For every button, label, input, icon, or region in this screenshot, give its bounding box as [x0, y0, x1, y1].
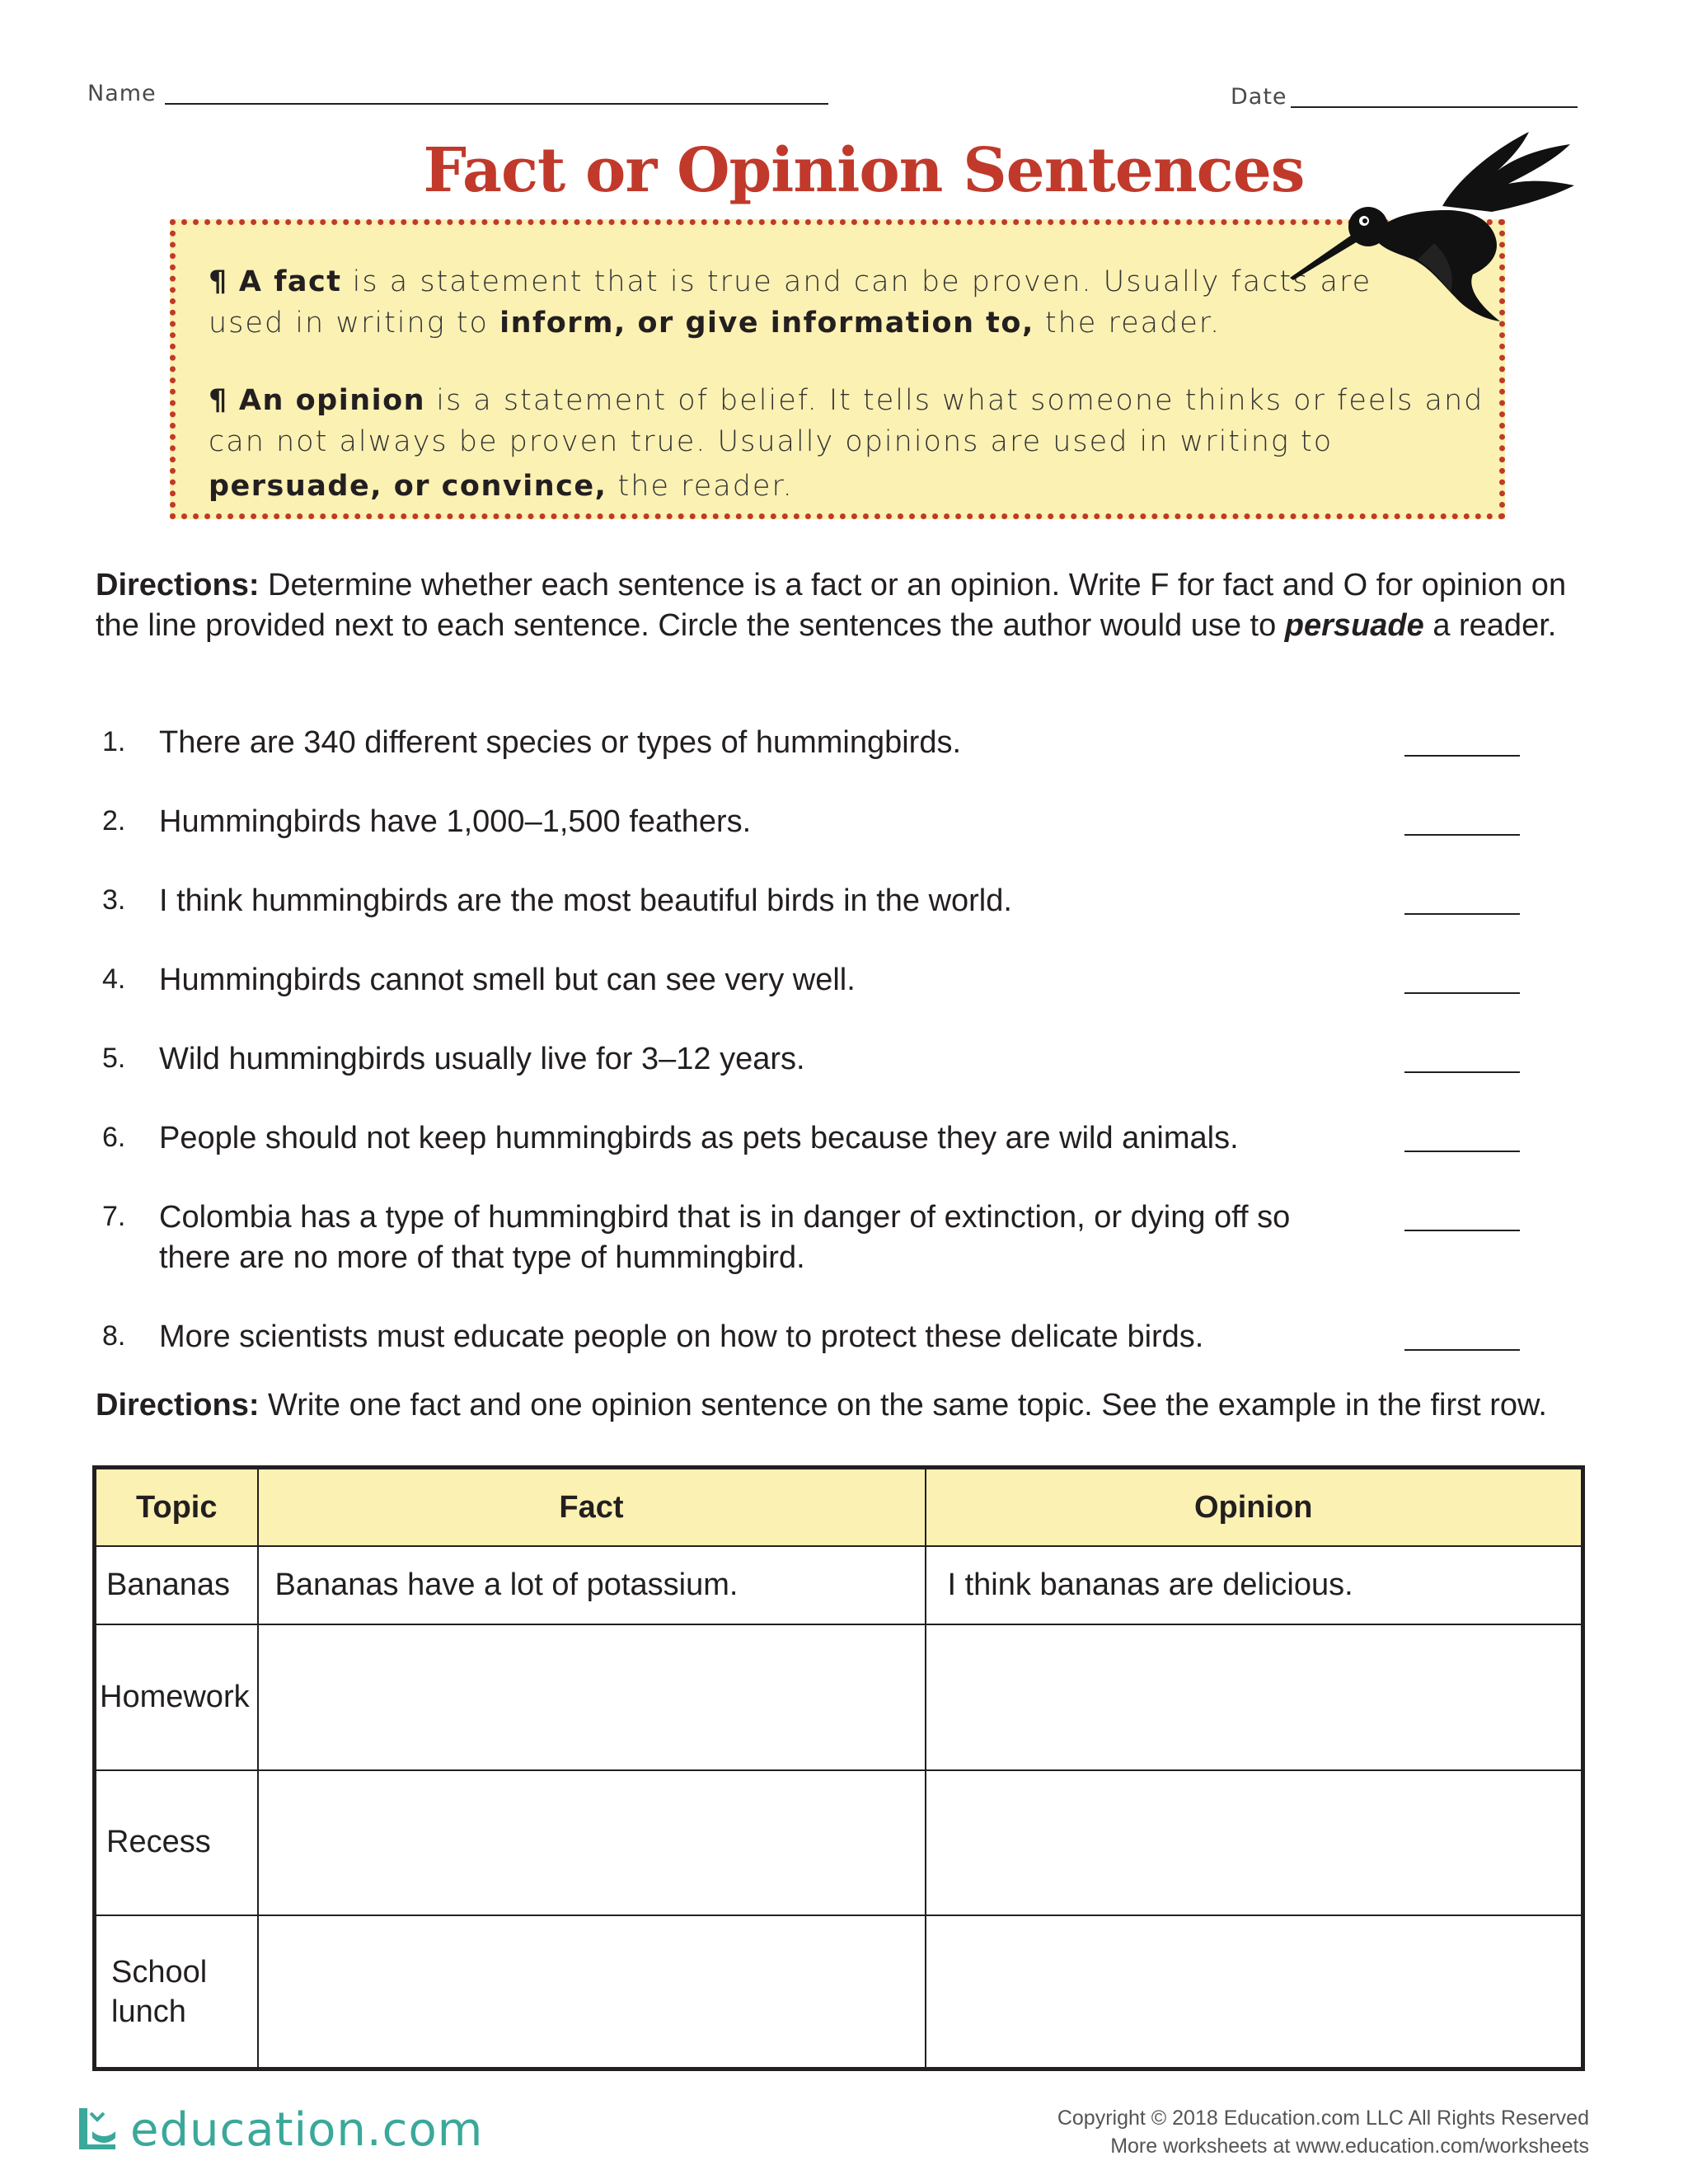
table-row — [95, 1546, 1583, 1624]
question-text: Hummingbirds cannot smell but can see very well. — [159, 963, 856, 997]
answer-blank[interactable] — [1404, 1071, 1520, 1073]
opinion-cell[interactable] — [926, 1915, 1583, 2069]
directions-2-label: Directions: — [96, 1388, 260, 1422]
date-label: Date — [1231, 84, 1287, 110]
directions-1-text-1: Determine whether each sentence is a fact or an opinion. Write F for fact and O for opinion on the line provided next to each sentence. Circle the sentences the author would use to — [96, 568, 1567, 643]
column-header-topic: Topic — [95, 1468, 258, 1547]
table-row — [95, 1770, 1583, 1915]
question-number: 5. — [102, 1043, 126, 1074]
fact-term: A fact — [238, 265, 342, 298]
topic-cell: School lunch — [95, 1915, 258, 2069]
fact-cell[interactable] — [258, 1770, 926, 1915]
question-text: Hummingbirds have 1,000–1,500 feathers. — [159, 804, 752, 839]
opinion-term: An opinion — [238, 384, 426, 417]
answer-blank[interactable] — [1404, 1230, 1520, 1231]
answer-blank[interactable] — [1404, 1349, 1520, 1351]
fact-cell[interactable] — [258, 1915, 926, 2069]
fact-bold: inform, or give information to, — [499, 307, 1034, 340]
name-label: Name — [87, 81, 157, 106]
question-number: 8. — [102, 1320, 126, 1352]
directions-1-text-2: a reader. — [1423, 608, 1557, 643]
answer-blank[interactable] — [1404, 913, 1520, 915]
opinion-cell: I think bananas are delicious. — [926, 1546, 1583, 1624]
copyright-line: Copyright © 2018 Education.com LLC All Rights Reserved — [1057, 2107, 1589, 2130]
opinion-definition — [209, 380, 1494, 507]
table-header-row — [95, 1468, 1583, 1547]
topic-cell: Recess — [95, 1770, 258, 1915]
fact-paragraph-mark: ¶ — [209, 265, 228, 298]
question-text: I think hummingbirds are the most beautiful birds in the world. — [159, 883, 1012, 918]
column-header-fact: Fact — [258, 1468, 926, 1547]
opinion-last-line — [209, 466, 1494, 507]
table-row — [95, 1624, 1583, 1769]
answer-blank[interactable] — [1404, 755, 1520, 757]
column-header-opinion: Opinion — [926, 1468, 1583, 1547]
hummingbird-icon — [1282, 128, 1578, 330]
logo-text: education.com — [130, 2103, 484, 2157]
fact-text-2: the reader. — [1034, 307, 1221, 340]
answer-blank[interactable] — [1404, 992, 1520, 994]
more-worksheets-line[interactable]: More worksheets at www.education.com/worksheets — [1110, 2135, 1589, 2158]
question-number: 2. — [102, 805, 126, 837]
opinion-text-2: the reader. — [607, 470, 794, 503]
question-number: 7. — [102, 1201, 126, 1232]
topic-cell: Bananas — [95, 1546, 258, 1624]
directions-2-text: Write one fact and one opinion sentence on the same topic. See the example in the first row. — [259, 1388, 1547, 1422]
fact-definition — [209, 261, 1404, 344]
fact-cell[interactable] — [258, 1624, 926, 1769]
directions-2 — [96, 1385, 1571, 1426]
date-line[interactable] — [1291, 106, 1578, 108]
fact-text-1: is a statement that is true and can be proven. Usually facts are used in writing to — [209, 265, 1372, 340]
answer-blank[interactable] — [1404, 1151, 1520, 1152]
question-text: People should not keep hummingbirds as pets because they are wild animals. — [159, 1121, 1239, 1155]
question-text: Wild hummingbirds usually live for 3–12 years. — [159, 1042, 805, 1076]
question-number: 3. — [102, 884, 126, 916]
question-number: 1. — [102, 726, 126, 757]
question-number: 4. — [102, 963, 126, 995]
topic-cell: Homework — [95, 1624, 258, 1769]
opinion-bold: persuade, or convince, — [209, 470, 607, 503]
table-row — [95, 1915, 1583, 2069]
copyright — [1057, 2104, 1589, 2160]
directions-1-emphasis: persuade — [1284, 608, 1424, 643]
question-number: 6. — [102, 1122, 126, 1153]
question-text: Colombia has a type of hummingbird that is in danger of extinction, or dying off so there are no more of that type of hummingbird. — [159, 1200, 1291, 1275]
fact-cell: Bananas have a lot of potassium. — [258, 1546, 926, 1624]
book-icon — [71, 2102, 125, 2156]
question-text: More scientists must educate people on how to protect these delicate birds. — [159, 1319, 1204, 1354]
fact-opinion-table — [92, 1465, 1585, 2071]
directions-1-label: Directions: — [96, 568, 260, 602]
opinion-cell[interactable] — [926, 1770, 1583, 1915]
answer-blank[interactable] — [1404, 834, 1520, 836]
education-logo[interactable] — [71, 2102, 484, 2161]
directions-1 — [96, 565, 1571, 646]
page-title-text: Fact or Opinion Sentences — [423, 135, 1305, 206]
opinion-paragraph-mark: ¶ — [209, 384, 228, 417]
question-text: There are 340 different species or types of hummingbirds. — [159, 725, 962, 760]
opinion-cell[interactable] — [926, 1624, 1583, 1769]
opinion-text-1: is a statement of belief. It tells what someone thinks or feels and can not always be proven true. Usually opinions are used in writing to — [209, 384, 1484, 458]
name-line[interactable] — [165, 103, 828, 105]
